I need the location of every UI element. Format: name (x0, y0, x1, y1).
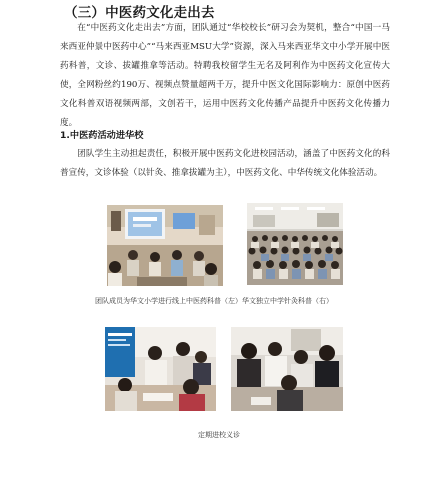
subsection-paragraph: 团队学生主动担起责任，积极开展中医药文化进校园活动，涵盖了中医药文化的科普宣传，文诊体验（以针灸、推拿拔罐为主），中医药文化、中华传统文化体验活动。 (60, 149, 390, 178)
caption-top-photos: 团队成员为华文小学进行线上中医药科普（左）华文独立中学针灸科普（右） (95, 297, 333, 305)
subsection-heading: 1.中医药活动进华校 (60, 130, 144, 141)
section-heading: （三）中医药文化走出去 (64, 5, 215, 21)
photo-free-clinic-2 (231, 327, 343, 411)
caption-bottom-photos: 定期进校义诊 (198, 431, 240, 439)
photo-online-classroom (107, 205, 223, 286)
photo-acupuncture-lecture (247, 203, 343, 285)
photo-free-clinic-1 (105, 327, 216, 411)
intro-paragraph: 在“中医药文化走出去”方面，团队通过“华校校长”研习会为契机，整合“中国一马来西亚仲景中医药中心”“马来西亚MSU大学”资源，深入马来西亚华文中小学开展中医药科普，文诊、拔罐推拿等活动。特聘我校留学生无名及阿利作为中医药文化宣传大使，全网粉丝约190万、视频点赞量超两千万，提升中医文化国际影响力：原创中医药文化科普双语视频两部，文创若干，运用中医药文化传播产品提升中医药文化传播力度。 (60, 23, 390, 128)
